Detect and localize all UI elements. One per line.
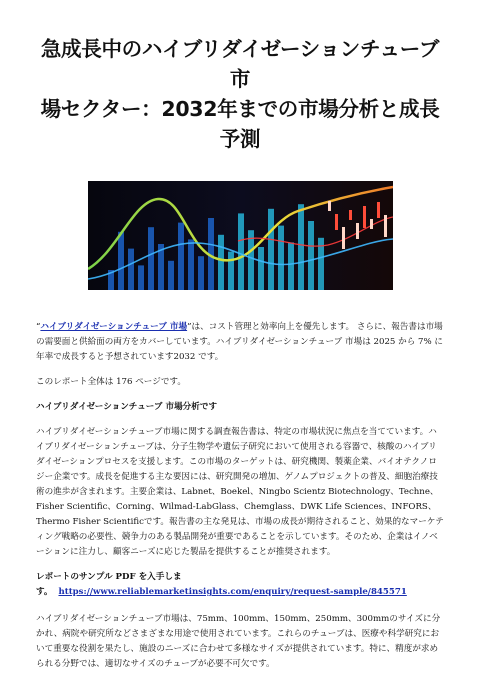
hero-bar [238,213,244,290]
market-link[interactable]: ハイブリダイゼーションチューブ 市場 [40,322,188,332]
hero-candle [328,201,331,211]
sample-label-line-1: レポートのサンプル PDF を入手しま [36,572,182,582]
hero-candle [384,215,387,237]
hero-candle [356,223,359,239]
hero-bar [288,242,294,290]
analysis-paragraph: ハイブリダイゼーションチューブ市場に関する調査報告書は、特定の市場状況に焦点を当てています。ハイブリダイゼーションチューブは、分子生物学や遺伝子研究において使用される容器で、核酸のハイブリダイゼーションプロセスを支援します。この市場のターゲットは、研究機関、製薬企業、バイオテクノロジー企業です。成長を促進する主な要因には、研究開発の増加、ゲノムプロジェクトの普及、細胞治療技術の進歩が含まれます。主要企業は、Labnet、Boekel、Ningbo Scientz Biotechnology、Techne、Fisher Scientific、Corning、Wilmad-LabGlass、Chemglass、DWK Life Sciences、INFORS、Thermo Fisher Scientificです。報告書の主な発見は、市場の成長が期待されること、効果的なマーケティング戦略の必要性、競争力のある製品開発が重要であることを示しています。そのため、企業はイノベーションに注力し、顧客ニーズに応じた製品を提供することが推奨されます。 [36,427,444,557]
market-chart-image [88,181,393,290]
hero-bar [138,265,144,290]
sample-label-line-2: す。 [36,587,53,597]
hero-candle [342,227,345,249]
sample-request [36,570,444,600]
hero-candle [363,206,366,228]
title-line-1: 急成長中のハイブリダイゼーションチューブ市 [40,37,440,91]
hero-candle [377,202,380,218]
pages-note: このレポート全体は 176 ページです。 [36,377,186,387]
hero-candle [349,210,352,220]
title-line-2: 場セクター：2032年までの市場分析と成長予測 [40,97,440,151]
intro-text: ”は、コスト管理と効率向上を優先します。 さらに、報告書は市場の需要面と供給面の両方をカバーしています。ハイブリダイゼーションチューブ 市場は 2025 から 7% に年率で成長すると予想されています2032 です。 [36,322,444,362]
hero-candle [370,219,373,229]
hero-bar [258,247,264,290]
hero-bar [278,226,284,290]
article-body [36,320,444,672]
hero-candle [335,214,338,230]
sample-link[interactable]: https://www.reliablemarketinsights.com/enquiry/request-sample/845571 [58,587,407,597]
hero-bar [188,239,194,290]
hero-bar [148,227,154,290]
hero-bar [308,221,314,290]
intro-paragraph [36,320,444,365]
hero-bar [218,235,224,290]
hero-bar [178,223,184,290]
hero-bar [228,252,234,290]
hero-bar [128,249,134,290]
hero-bar [198,256,204,290]
hero-bar [298,204,304,290]
quote-mark: “ [36,322,41,332]
section-heading: ハイブリダイゼーションチューブ 市場分析です [36,402,218,412]
hero-bar [168,261,174,290]
hero-bar [118,232,124,290]
sizes-paragraph: ハイブリダイゼーションチューブ市場は、75mm、100mm、150mm、250mm、300mmのサイズに分かれ、病院や研究所などさまざまな用途で使用されています。これらのチューブは、医療や科学研究において重要な役割を果たし、施設のニーズに合わせて多様なサイズが提供されています。特に、精度が求められる分野では、適切なサイズのチューブが必要不可欠です。 [36,614,441,669]
page-title [36,0,444,154]
hero-bar [268,209,274,290]
